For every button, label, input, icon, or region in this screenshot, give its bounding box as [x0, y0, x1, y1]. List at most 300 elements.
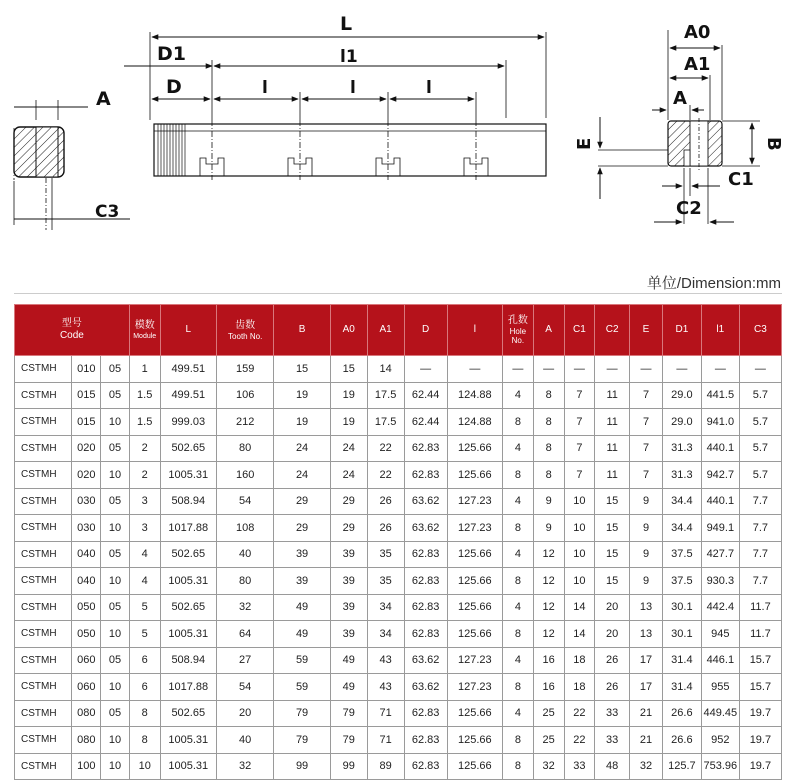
table-cell: 29.0 [662, 382, 701, 409]
table-cell: 63.62 [404, 674, 447, 701]
table-cell: 30.1 [662, 594, 701, 621]
table-cell: 7 [630, 382, 663, 409]
table-cell: 125.66 [447, 435, 502, 462]
table-cell: 12 [533, 568, 564, 595]
table-cell: 33 [595, 727, 630, 754]
table-cell: 427.7 [701, 541, 739, 568]
header-module: 模数 Module [129, 305, 160, 356]
table-cell: 99 [330, 753, 367, 780]
table-cell: 127.23 [447, 488, 502, 515]
table-cell: 159 [216, 356, 273, 383]
table-cell: 18 [564, 647, 595, 674]
table-cell: 11 [595, 382, 630, 409]
table-cell: 79 [274, 727, 330, 754]
table-cell: CSTMH [15, 382, 72, 409]
label-a-left: A [96, 88, 111, 110]
table-cell: 502.65 [160, 700, 216, 727]
table-cell: CSTMH [15, 727, 72, 754]
table-cell: 15 [274, 356, 330, 383]
table-cell: 32 [630, 753, 663, 780]
table-cell: 24 [274, 435, 330, 462]
table-cell: 71 [367, 700, 404, 727]
table-cell: 22 [367, 462, 404, 489]
table-cell: 26.6 [662, 727, 701, 754]
table-cell: — [564, 356, 595, 383]
table-cell: 31.4 [662, 647, 701, 674]
header-hole-no: 孔数 Hole No. [503, 305, 534, 356]
table-row [15, 488, 782, 515]
table-cell: — [447, 356, 502, 383]
table-cell: 9 [630, 488, 663, 515]
table-cell: 10 [101, 753, 130, 780]
table-cell: 10 [101, 727, 130, 754]
table-cell: 17 [630, 674, 663, 701]
table-cell: 8 [503, 462, 534, 489]
table-cell: 125.66 [447, 753, 502, 780]
table-cell: 1017.88 [160, 674, 216, 701]
table-cell: 8 [503, 727, 534, 754]
table-cell: 19 [274, 382, 330, 409]
table-cell: 6 [129, 647, 160, 674]
table-cell: — [533, 356, 564, 383]
table-cell: 9 [533, 488, 564, 515]
table-cell: 62.44 [404, 382, 447, 409]
table-cell: 05 [101, 435, 130, 462]
table-cell: 127.23 [447, 674, 502, 701]
table-cell: 05 [101, 594, 130, 621]
table-cell: 39 [330, 621, 367, 648]
table-cell: 952 [701, 727, 739, 754]
left-section-view [14, 88, 130, 230]
table-cell: 12 [533, 541, 564, 568]
table-cell: 19 [330, 409, 367, 436]
table-cell: 79 [330, 700, 367, 727]
table-header-row [15, 305, 782, 356]
table-cell: 1005.31 [160, 621, 216, 648]
label-l1: l1 [340, 47, 358, 67]
table-cell: 11.7 [739, 594, 781, 621]
table-cell: 060 [72, 674, 101, 701]
table-cell: 4 [129, 541, 160, 568]
table-cell: 5.7 [739, 462, 781, 489]
table-cell: 508.94 [160, 647, 216, 674]
table-cell: 63.62 [404, 515, 447, 542]
table-cell: 010 [72, 356, 101, 383]
header-b: B [274, 305, 330, 356]
table-cell: 17.5 [367, 409, 404, 436]
table-body [15, 356, 782, 780]
table-cell: 11.7 [739, 621, 781, 648]
table-cell: 49 [330, 674, 367, 701]
table-cell: 502.65 [160, 541, 216, 568]
table-cell: 050 [72, 594, 101, 621]
table-cell: 34.4 [662, 488, 701, 515]
table-cell: 11 [595, 409, 630, 436]
table-cell: 05 [101, 700, 130, 727]
table-cell: — [595, 356, 630, 383]
table-cell: — [404, 356, 447, 383]
table-cell: 040 [72, 541, 101, 568]
table-cell: 753.96 [701, 753, 739, 780]
table-cell: 1.5 [129, 409, 160, 436]
table-cell: 942.7 [701, 462, 739, 489]
table-cell: 21 [630, 727, 663, 754]
table-cell: 8 [533, 409, 564, 436]
table-cell: 11 [595, 435, 630, 462]
table-cell: CSTMH [15, 409, 72, 436]
table-cell: 10 [101, 621, 130, 648]
table-cell: 79 [330, 727, 367, 754]
table-row [15, 674, 782, 701]
table-cell: 8 [129, 700, 160, 727]
table-row [15, 462, 782, 489]
header-l1: l1 [701, 305, 739, 356]
table-cell: CSTMH [15, 647, 72, 674]
label-a-right: A [673, 88, 687, 109]
table-cell: 020 [72, 435, 101, 462]
table-cell: 15 [595, 541, 630, 568]
table-cell: 39 [274, 541, 330, 568]
table-cell: 4 [503, 541, 534, 568]
table-cell: 10 [564, 568, 595, 595]
technical-drawing [0, 0, 797, 240]
table-cell: 29 [330, 515, 367, 542]
table-cell: 15 [595, 488, 630, 515]
table-cell: 7 [630, 409, 663, 436]
table-cell: 13 [630, 621, 663, 648]
table-cell: 99 [274, 753, 330, 780]
table-cell: CSTMH [15, 674, 72, 701]
header-a1: A1 [367, 305, 404, 356]
table-cell: 7 [630, 462, 663, 489]
label-d: D [166, 76, 182, 98]
header-tooth-no: 齿数 Tooth No. [216, 305, 273, 356]
table-cell: 7 [564, 409, 595, 436]
table-cell: 7.7 [739, 515, 781, 542]
table-cell: 955 [701, 674, 739, 701]
label-b: B [763, 137, 784, 151]
table-cell: 62.83 [404, 753, 447, 780]
table-cell: 40 [216, 541, 273, 568]
table-cell: 21 [630, 700, 663, 727]
table-cell: 29 [330, 488, 367, 515]
table-cell: 108 [216, 515, 273, 542]
table-cell: 449.45 [701, 700, 739, 727]
table-cell: 4 [503, 594, 534, 621]
table-cell: 10 [564, 488, 595, 515]
table-cell: 62.83 [404, 727, 447, 754]
table-cell: CSTMH [15, 568, 72, 595]
table-cell: 39 [330, 568, 367, 595]
table-cell: 015 [72, 409, 101, 436]
table-cell: 29 [274, 488, 330, 515]
table-cell: 125.66 [447, 727, 502, 754]
table-row [15, 753, 782, 780]
table-cell: 32 [533, 753, 564, 780]
table-cell: 4 [503, 647, 534, 674]
table-cell: 124.88 [447, 382, 502, 409]
table-cell: 124.88 [447, 409, 502, 436]
table-cell: CSTMH [15, 621, 72, 648]
table-cell: 14 [564, 621, 595, 648]
table-cell: 7 [564, 382, 595, 409]
table-cell: 125.66 [447, 462, 502, 489]
table-cell: 1005.31 [160, 462, 216, 489]
table-cell: 10 [564, 541, 595, 568]
table-cell: 020 [72, 462, 101, 489]
table-cell: 11 [595, 462, 630, 489]
table-cell: 34 [367, 621, 404, 648]
table-cell: CSTMH [15, 435, 72, 462]
table-cell: 8 [503, 515, 534, 542]
table-cell: 125.66 [447, 568, 502, 595]
table-row [15, 700, 782, 727]
label-e: E [574, 137, 595, 150]
table-cell: CSTMH [15, 700, 72, 727]
table-cell: 26 [595, 647, 630, 674]
table-cell: 125.66 [447, 621, 502, 648]
table-cell: 24 [330, 435, 367, 462]
table-cell: 941.0 [701, 409, 739, 436]
table-cell: 502.65 [160, 594, 216, 621]
header-d: D [404, 305, 447, 356]
table-cell: 1 [129, 356, 160, 383]
divider [14, 293, 782, 294]
table-cell: 106 [216, 382, 273, 409]
table-cell: 2 [129, 462, 160, 489]
table-cell: 8 [129, 727, 160, 754]
table-cell: 4 [503, 435, 534, 462]
table-cell: 125.7 [662, 753, 701, 780]
table-cell: 63.62 [404, 488, 447, 515]
table-cell: 9 [630, 541, 663, 568]
table-cell: 35 [367, 568, 404, 595]
table-cell: 945 [701, 621, 739, 648]
table-cell: 12 [533, 594, 564, 621]
table-cell: 71 [367, 727, 404, 754]
table-cell: 29.0 [662, 409, 701, 436]
table-cell: 35 [367, 541, 404, 568]
table-row [15, 621, 782, 648]
table-row [15, 727, 782, 754]
table-cell: 15.7 [739, 674, 781, 701]
table-cell: 440.1 [701, 435, 739, 462]
table-cell: 15 [595, 568, 630, 595]
table-row [15, 541, 782, 568]
table-cell: 37.5 [662, 568, 701, 595]
table-cell: — [630, 356, 663, 383]
label-c2: C2 [676, 198, 702, 219]
table-cell: — [701, 356, 739, 383]
label-l-pitch-2: l [350, 78, 356, 98]
table-cell: 100 [72, 753, 101, 780]
table-cell: 62.44 [404, 409, 447, 436]
table-cell: 8 [503, 753, 534, 780]
table-cell: 080 [72, 727, 101, 754]
table-cell: 442.4 [701, 594, 739, 621]
table-cell: 5 [129, 621, 160, 648]
table-cell: 10 [101, 568, 130, 595]
table-cell: 1.5 [129, 382, 160, 409]
table-cell: 34.4 [662, 515, 701, 542]
table-cell: 127.23 [447, 647, 502, 674]
table-cell: 19.7 [739, 753, 781, 780]
table-cell: 59 [274, 647, 330, 674]
table-cell: 212 [216, 409, 273, 436]
table-cell: 1005.31 [160, 753, 216, 780]
table-cell: 40 [216, 727, 273, 754]
table-cell: 8 [503, 621, 534, 648]
table-cell: 62.83 [404, 435, 447, 462]
table-cell: 14 [367, 356, 404, 383]
table-cell: 17.5 [367, 382, 404, 409]
table-cell: — [662, 356, 701, 383]
header-code: 型号 Code [15, 305, 130, 356]
table-cell: 125.66 [447, 541, 502, 568]
table-cell: 62.83 [404, 462, 447, 489]
table-row [15, 382, 782, 409]
table-cell: 34 [367, 594, 404, 621]
header-c1: C1 [564, 305, 595, 356]
table-cell: 4 [503, 382, 534, 409]
table-row [15, 594, 782, 621]
table-cell: 05 [101, 356, 130, 383]
table-row [15, 356, 782, 383]
header-d1: D1 [662, 305, 701, 356]
table-cell: 9 [630, 515, 663, 542]
table-cell: 441.5 [701, 382, 739, 409]
table-cell: 10 [101, 409, 130, 436]
table-cell: 4 [503, 700, 534, 727]
table-cell: CSTMH [15, 488, 72, 515]
table-cell: 5.7 [739, 435, 781, 462]
table-cell: 10 [101, 674, 130, 701]
label-c3: C3 [95, 202, 120, 222]
table-cell: 1005.31 [160, 568, 216, 595]
table-cell: 050 [72, 621, 101, 648]
label-a0: A0 [684, 22, 711, 43]
table-cell: 33 [595, 700, 630, 727]
table-cell: 14 [564, 594, 595, 621]
table-row [15, 435, 782, 462]
table-cell: 54 [216, 488, 273, 515]
table-cell: 89 [367, 753, 404, 780]
table-cell: 48 [595, 753, 630, 780]
table-cell: 31.3 [662, 435, 701, 462]
table-cell: 24 [330, 462, 367, 489]
table-cell: 127.23 [447, 515, 502, 542]
table-cell: 27 [216, 647, 273, 674]
table-cell: 22 [367, 435, 404, 462]
table-cell: 62.83 [404, 541, 447, 568]
table-cell: 19.7 [739, 727, 781, 754]
table-cell: 15 [595, 515, 630, 542]
table-cell: 54 [216, 674, 273, 701]
table-cell: 125.66 [447, 594, 502, 621]
header-l: L [160, 305, 216, 356]
label-a1: A1 [684, 54, 711, 75]
table-cell: 015 [72, 382, 101, 409]
table-cell: 49 [274, 621, 330, 648]
table-cell: 19 [274, 409, 330, 436]
table-cell: 62.83 [404, 568, 447, 595]
table-cell: 24 [274, 462, 330, 489]
table-cell: 8 [503, 409, 534, 436]
label-l-total: L [340, 13, 353, 35]
right-end-view [574, 22, 784, 224]
table-cell: 160 [216, 462, 273, 489]
table-cell: 25 [533, 727, 564, 754]
table-cell: 62.83 [404, 594, 447, 621]
table-cell: 22 [564, 727, 595, 754]
table-cell: 30.1 [662, 621, 701, 648]
label-l-pitch-3: l [426, 78, 432, 98]
table-cell: 949.1 [701, 515, 739, 542]
table-cell: CSTMH [15, 515, 72, 542]
table-cell: 26.6 [662, 700, 701, 727]
table-cell: 7.7 [739, 488, 781, 515]
table-cell: 20 [595, 594, 630, 621]
table-cell: 39 [274, 568, 330, 595]
table-cell: 12 [533, 621, 564, 648]
table-row [15, 409, 782, 436]
table-cell: 22 [564, 700, 595, 727]
table-cell: 62.83 [404, 700, 447, 727]
table-cell: 8 [503, 568, 534, 595]
table-cell: 39 [330, 594, 367, 621]
table-cell: 4 [129, 568, 160, 595]
table-cell: 18 [564, 674, 595, 701]
table-cell: 999.03 [160, 409, 216, 436]
table-cell: 05 [101, 488, 130, 515]
table-cell: 32 [216, 594, 273, 621]
header-pitch-l: l [447, 305, 502, 356]
table-cell: 19.7 [739, 700, 781, 727]
table-cell: 33 [564, 753, 595, 780]
table-cell: 930.3 [701, 568, 739, 595]
table-cell: CSTMH [15, 594, 72, 621]
table-cell: 499.51 [160, 382, 216, 409]
table-cell: 446.1 [701, 647, 739, 674]
table-cell: 49 [274, 594, 330, 621]
table-cell: 440.1 [701, 488, 739, 515]
table-cell: 508.94 [160, 488, 216, 515]
table-cell: 7 [564, 462, 595, 489]
table-cell: 20 [216, 700, 273, 727]
table-cell: 502.65 [160, 435, 216, 462]
table-cell: 26 [367, 515, 404, 542]
table-cell: 15 [330, 356, 367, 383]
table-cell: 39 [330, 541, 367, 568]
table-cell: 030 [72, 488, 101, 515]
table-cell: 32 [216, 753, 273, 780]
table-cell: 10 [129, 753, 160, 780]
table-cell: 20 [595, 621, 630, 648]
table-cell: 26 [595, 674, 630, 701]
table-cell: 26 [367, 488, 404, 515]
table-cell: 3 [129, 515, 160, 542]
rack-side-view [124, 13, 546, 180]
label-l-pitch-1: l [262, 78, 268, 98]
table-cell: 1017.88 [160, 515, 216, 542]
table-cell: 8 [533, 382, 564, 409]
table-row [15, 515, 782, 542]
table-cell: 8 [533, 435, 564, 462]
table-cell: 3 [129, 488, 160, 515]
header-a0: A0 [330, 305, 367, 356]
table-cell: 080 [72, 700, 101, 727]
table-cell: 80 [216, 568, 273, 595]
